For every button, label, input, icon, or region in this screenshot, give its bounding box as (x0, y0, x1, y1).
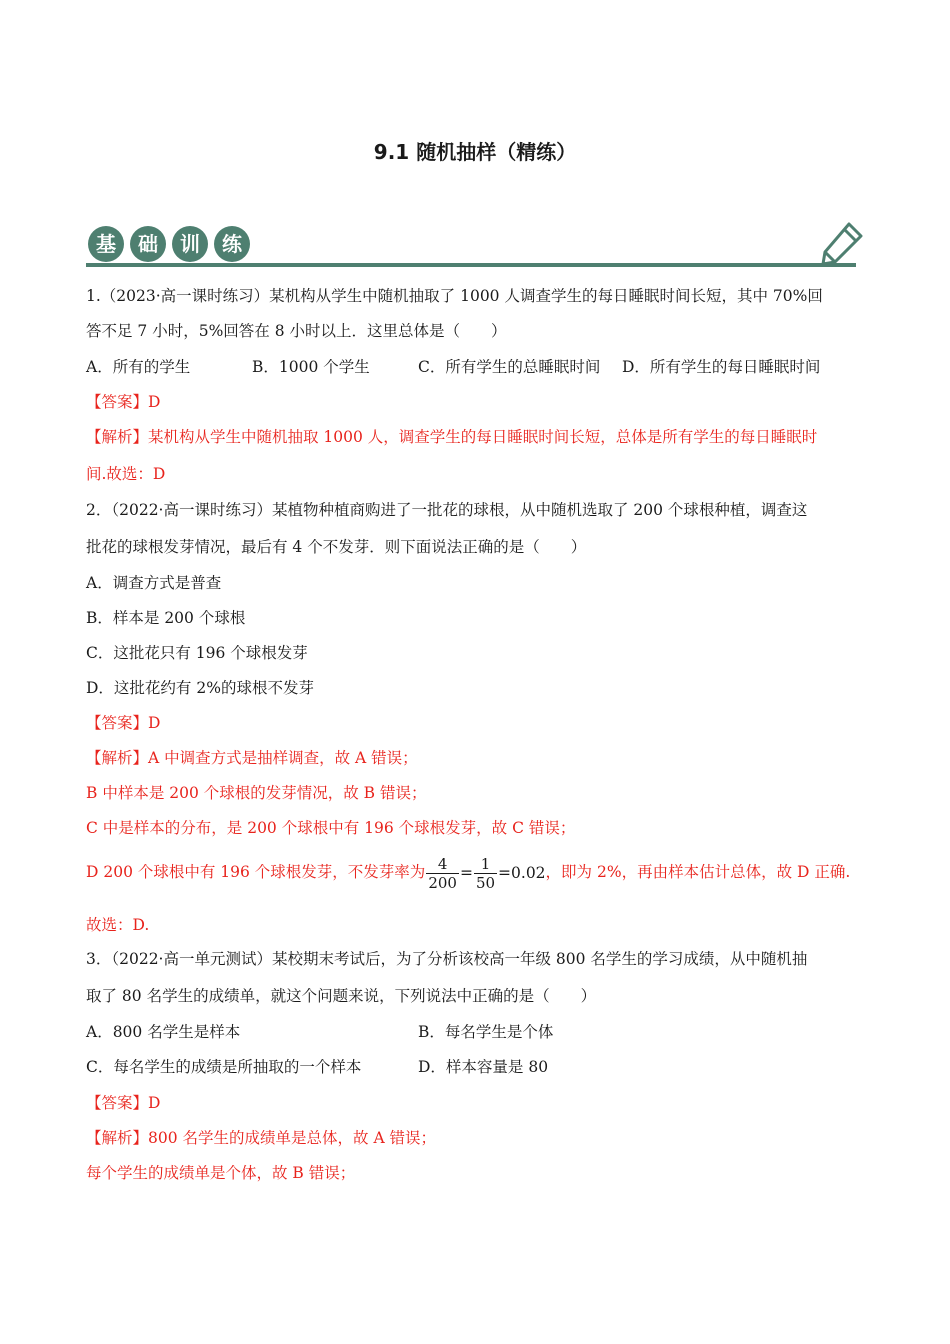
fraction-denominator: 200 (428, 873, 457, 892)
q1-option-b: B．1000 个学生 (252, 358, 370, 376)
q2-option-d: D．这批花约有 2%的球根不发芽 (86, 679, 314, 697)
q2-stem-line2: 批花的球根发芽情况，最后有 4 个不发芽．则下面说法正确的是（ ） (86, 538, 587, 556)
pencil-icon (819, 222, 863, 268)
q3-option-c: C．每名学生的成绩是所抽取的一个样本 (86, 1058, 362, 1076)
q1-stem-line2: 答不足 7 小时，5%回答在 8 小时以上．这里总体是（ ） (86, 322, 507, 340)
q2-option-a: A．调查方式是普查 (86, 574, 222, 592)
q3-analysis-line2: 每个学生的成绩单是个体，故 B 错误； (86, 1164, 356, 1182)
q2-stem-line1: 2．（2022·高一课时练习）某植物种植商购进了一批花的球根，从中随机选取了 200 个球根种植，调查这 (86, 501, 808, 519)
q1-analysis-line2: 间.故选：D (86, 465, 166, 483)
q1-answer: 【答案】D (86, 393, 161, 411)
banner-char-3: 训 (172, 226, 208, 262)
banner-char-4: 练 (214, 226, 250, 262)
banner-char-1: 基 (88, 226, 124, 262)
q3-option-a: A．800 名学生是样本 (86, 1023, 241, 1041)
q1-option-d: D．所有学生的每日睡眠时间 (622, 358, 821, 376)
q3-answer: 【答案】D (86, 1094, 161, 1112)
q1-option-c: C．所有学生的总睡眠时间 (418, 358, 601, 376)
fraction-numerator: 4 (437, 854, 448, 873)
result-value: =0.02 (498, 864, 546, 882)
q3-stem-line2: 取了 80 名学生的成绩单，就这个问题来说，下列说法中正确的是（ ） (86, 987, 597, 1005)
q3-option-d: D．样本容量是 80 (418, 1058, 549, 1076)
q2-analysis-line2: B 中样本是 200 个球根的发芽情况，故 B 错误； (86, 784, 427, 802)
section-banner (86, 222, 866, 272)
q3-stem-line1: 3．（2022·高一单元测试）某校期末考试后，为了分析该校高一年级 800 名学生的学习成绩，从中随机抽 (86, 950, 808, 968)
banner-char-2: 础 (130, 226, 166, 262)
fraction-1-over-50 (474, 855, 497, 892)
q1-stem-line1: 1.（2023·高一课时练习）某机构从学生中随机抽取了 1000 人调查学生的每日睡眠时间长短，其中 70%回 (86, 287, 823, 305)
q2-analysis-line4 (86, 850, 850, 895)
q2-analysis-line1: 【解析】A 中调查方式是抽样调查，故 A 错误； (86, 749, 418, 767)
q2-analysis-line4-prefix: D 200 个球根中有 196 个球根发芽，不发芽率为 (86, 863, 426, 881)
q1-option-a: A．所有的学生 (86, 358, 191, 376)
page-title: 9.1 随机抽样（精练） (373, 140, 577, 164)
q2-option-b: B．样本是 200 个球根 (86, 609, 246, 627)
q2-option-c: C．这批花只有 196 个球根发芽 (86, 644, 308, 662)
fraction-numerator: 1 (480, 854, 491, 873)
q2-analysis-line5: 故选：D. (86, 916, 150, 934)
fraction-denominator: 50 (475, 873, 496, 892)
q2-answer: 【答案】D (86, 714, 161, 732)
equals-sign: = (459, 864, 473, 882)
q3-analysis-line1: 【解析】800 名学生的成绩单是总体，故 A 错误； (86, 1129, 437, 1147)
q2-analysis-line3: C 中是样本的分布，是 200 个球根中有 196 个球根发芽，故 C 错误； (86, 819, 576, 837)
q2-analysis-line4-suffix: ，即为 2%，再由样本估计总体，故 D 正确. (545, 863, 851, 881)
fraction-4-over-200 (426, 855, 459, 892)
q1-analysis-line1: 【解析】某机构从学生中随机抽取 1000 人，调查学生的每日睡眠时间长短，总体是所有学生的每日睡眠时 (86, 428, 818, 446)
banner-underline (86, 263, 856, 267)
q3-option-b: B．每名学生是个体 (418, 1023, 554, 1041)
